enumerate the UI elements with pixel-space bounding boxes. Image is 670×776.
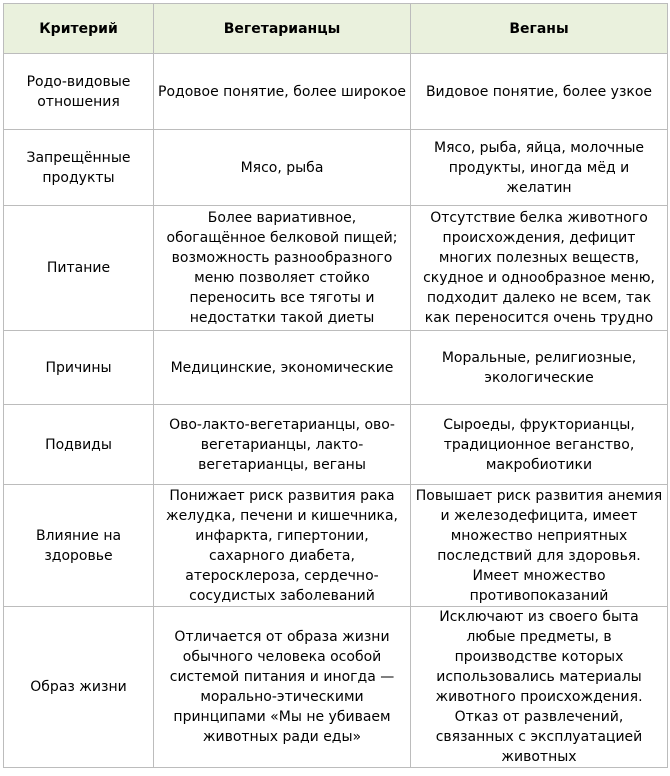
criterion-cell: Питание xyxy=(4,206,154,331)
comparison-table xyxy=(3,3,668,768)
criterion-cell: Образ жизни xyxy=(4,607,154,768)
table-row xyxy=(4,607,668,768)
table-row xyxy=(4,206,668,331)
vegans-cell: Моральные, религиозные, экологические xyxy=(411,331,668,405)
header-criterion: Критерий xyxy=(4,4,154,54)
vegans-cell: Повышает риск развития анемия и железодефицита, имеет множество неприятных последствий для здоровья. Имеет множество противопоказаний xyxy=(411,485,668,607)
header-row xyxy=(4,4,668,54)
vegetarians-cell: Мясо, рыба xyxy=(154,130,411,206)
vegetarians-cell: Понижает риск развития рака желудка, печени и кишечника, инфаркта, гипертонии, сахарного диабета, атеросклероза, сердечно-сосудистых заболеваний xyxy=(154,485,411,607)
table-row xyxy=(4,331,668,405)
header-vegetarians: Вегетарианцы xyxy=(154,4,411,54)
criterion-cell: Родо-видовые отношения xyxy=(4,54,154,130)
vegetarians-cell: Отличается от образа жизни обычного человека особой системой питания и иногда — морально-этическими принципами «Мы не убиваем животных ради еды» xyxy=(154,607,411,768)
criterion-cell: Влияние на здоровье xyxy=(4,485,154,607)
vegetarians-cell: Родовое понятие, более широкое xyxy=(154,54,411,130)
vegetarians-cell: Более вариативное, обогащённое белковой пищей; возможность разнообразного меню позволяет стойко переносить все тяготы и недостатки такой диеты xyxy=(154,206,411,331)
vegans-cell: Мясо, рыба, яйца, молочные продукты, иногда мёд и желатин xyxy=(411,130,668,206)
vegans-cell: Отсутствие белка животного происхождения, дефицит многих полезных веществ, скудное и однообразное меню, подходит далеко не всем, так как переносится очень трудно xyxy=(411,206,668,331)
criterion-cell: Запрещённые продукты xyxy=(4,130,154,206)
criterion-cell: Подвиды xyxy=(4,405,154,485)
table-row xyxy=(4,485,668,607)
header-vegans: Веганы xyxy=(411,4,668,54)
table-row xyxy=(4,130,668,206)
table-row xyxy=(4,54,668,130)
vegetarians-cell: Ово-лакто-вегетарианцы, ово-вегетарианцы, лакто-вегетарианцы, веганы xyxy=(154,405,411,485)
vegans-cell: Сыроеды, фрукторианцы, традиционное веганство, макробиотики xyxy=(411,405,668,485)
vegetarians-cell: Медицинские, экономические xyxy=(154,331,411,405)
vegans-cell: Видовое понятие, более узкое xyxy=(411,54,668,130)
vegans-cell: Исключают из своего быта любые предметы, в производстве которых использовались материалы животного происхождения. Отказ от развлечений, связанных с эксплуатацией животных xyxy=(411,607,668,768)
criterion-cell: Причины xyxy=(4,331,154,405)
table-row xyxy=(4,405,668,485)
